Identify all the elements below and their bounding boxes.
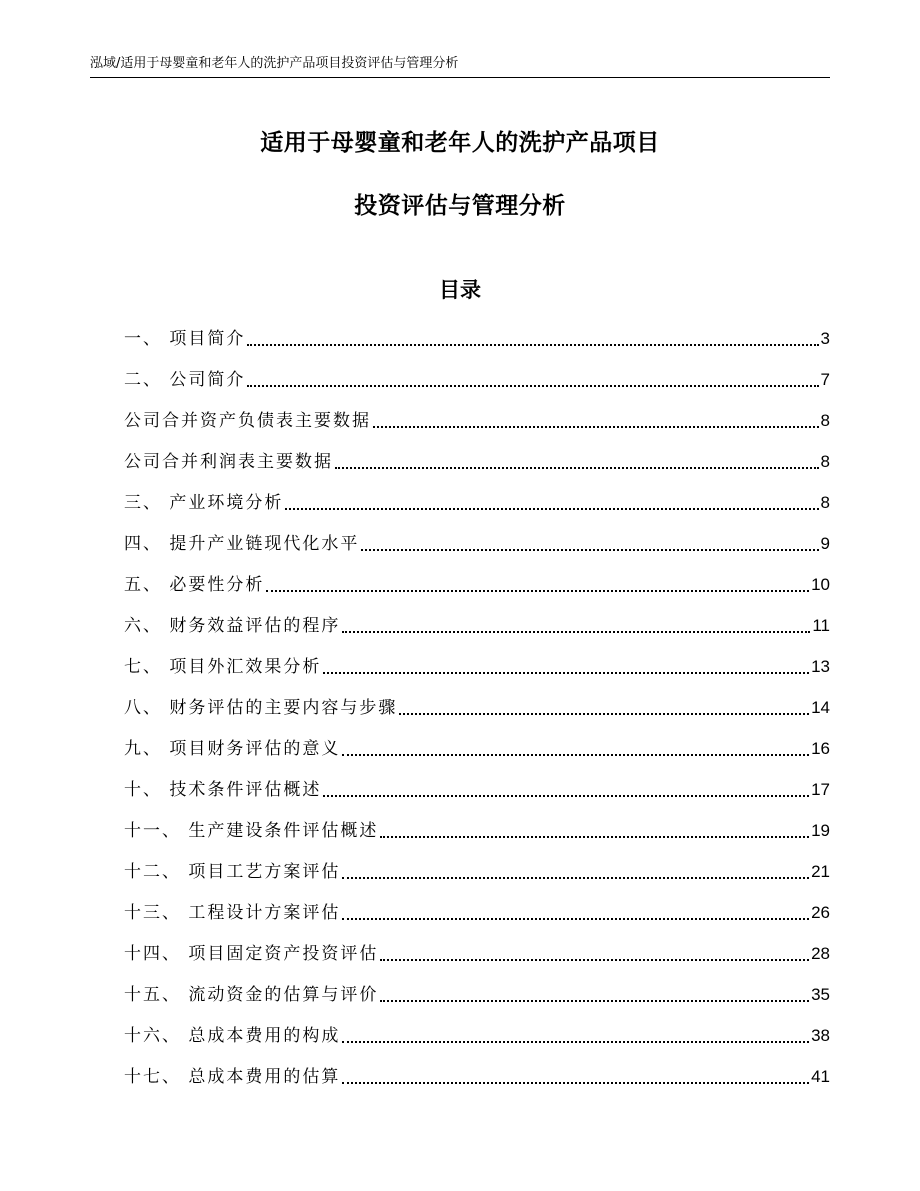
toc-entry-label: 十三、 工程设计方案评估 [124, 903, 341, 923]
toc-heading: 目录 [439, 278, 481, 302]
toc-leader-dots [342, 734, 809, 756]
toc-entry-page: 8 [820, 452, 830, 471]
toc-entry-page: 3 [820, 329, 830, 348]
toc-leader-dots [361, 529, 818, 551]
toc-entry[interactable] [124, 441, 830, 482]
toc-entry-page: 11 [812, 616, 830, 635]
toc-entry-page: 8 [820, 411, 830, 430]
toc-entry-label: 十六、 总成本费用的构成 [124, 1026, 341, 1046]
toc-leader-dots [380, 939, 809, 961]
toc-leader-dots [380, 816, 809, 838]
running-header: 泓域/适用于母婴童和老年人的洗护产品项目投资评估与管理分析 [90, 56, 459, 71]
toc-entry-label: 十四、 项目固定资产投资评估 [124, 944, 379, 964]
toc-leader-dots [323, 652, 809, 674]
toc-entry-page: 17 [811, 780, 830, 799]
toc-entry-page: 13 [811, 657, 830, 676]
toc-entry[interactable] [124, 400, 830, 441]
toc-entry-page: 7 [820, 370, 830, 389]
toc-entry-page: 16 [811, 739, 830, 758]
toc-entry-label: 五、 必要性分析 [124, 575, 265, 595]
toc-entry[interactable] [124, 1015, 830, 1056]
toc-entry[interactable] [124, 728, 830, 769]
toc-entry-label: 十五、 流动资金的估算与评价 [124, 985, 379, 1005]
toc-entry-label: 十一、 生产建设条件评估概述 [124, 821, 379, 841]
toc-entry-label: 三、 产业环境分析 [124, 493, 284, 513]
toc-entry-label: 四、 提升产业链现代化水平 [124, 534, 360, 554]
toc-entry-label: 公司合并资产负债表主要数据 [124, 411, 371, 431]
toc-entry[interactable] [124, 482, 830, 523]
toc-entry-page: 21 [811, 862, 830, 881]
toc-entry-label: 八、 财务评估的主要内容与步骤 [124, 698, 398, 718]
toc-entry[interactable] [124, 933, 830, 974]
toc-entry-label: 二、 公司简介 [124, 370, 246, 390]
toc-entry-page: 19 [811, 821, 830, 840]
toc-entry[interactable] [124, 646, 830, 687]
header-rule [90, 77, 830, 78]
toc-entry-label: 七、 项目外汇效果分析 [124, 657, 322, 677]
toc-entry-label: 公司合并利润表主要数据 [124, 452, 333, 472]
toc-leader-dots [323, 775, 809, 797]
toc-leader-dots [399, 693, 809, 715]
toc-leader-dots [342, 898, 809, 920]
toc-entry[interactable] [124, 769, 830, 810]
toc-entry[interactable] [124, 318, 830, 359]
toc-entry[interactable] [124, 605, 830, 646]
toc-entry-label: 十、 技术条件评估概述 [124, 780, 322, 800]
toc-entry-page: 28 [811, 944, 830, 963]
toc-entry-page: 41 [811, 1067, 830, 1086]
toc-entry-label: 六、 财务效益评估的程序 [124, 616, 341, 636]
toc-entry-page: 10 [811, 575, 830, 594]
toc-entry-label: 一、 项目简介 [124, 329, 246, 349]
toc-leader-dots [285, 488, 818, 510]
toc-leader-dots [342, 1021, 809, 1043]
toc-entry[interactable] [124, 1056, 830, 1097]
toc-entry[interactable] [124, 974, 830, 1015]
toc-entry-label: 十二、 项目工艺方案评估 [124, 862, 341, 882]
toc-entry-label: 十七、 总成本费用的估算 [124, 1067, 341, 1087]
toc-entry[interactable] [124, 851, 830, 892]
toc-entry[interactable] [124, 359, 830, 400]
toc-leader-dots [335, 447, 819, 469]
toc-entry[interactable] [124, 810, 830, 851]
toc-entry[interactable] [124, 564, 830, 605]
toc-leader-dots [247, 365, 818, 387]
toc-leader-dots [373, 406, 819, 428]
toc-entry-page: 26 [811, 903, 830, 922]
toc-leader-dots [342, 857, 809, 879]
document-title-line-1: 适用于母婴童和老年人的洗护产品项目 [260, 130, 660, 156]
toc-entry-page: 38 [811, 1026, 830, 1045]
toc-leader-dots [342, 611, 810, 633]
toc-entry[interactable] [124, 523, 830, 564]
toc-entry-page: 8 [820, 493, 830, 512]
toc-leader-dots [380, 980, 809, 1002]
toc-entry-page: 9 [820, 534, 830, 553]
table-of-contents [124, 318, 830, 1097]
toc-entry-page: 14 [811, 698, 830, 717]
toc-entry[interactable] [124, 892, 830, 933]
toc-leader-dots [247, 324, 818, 346]
toc-entry-page: 35 [811, 985, 830, 1004]
toc-leader-dots [342, 1062, 809, 1084]
toc-entry[interactable] [124, 687, 830, 728]
toc-entry-label: 九、 项目财务评估的意义 [124, 739, 341, 759]
toc-leader-dots [266, 570, 809, 592]
document-title-line-2: 投资评估与管理分析 [354, 193, 566, 219]
